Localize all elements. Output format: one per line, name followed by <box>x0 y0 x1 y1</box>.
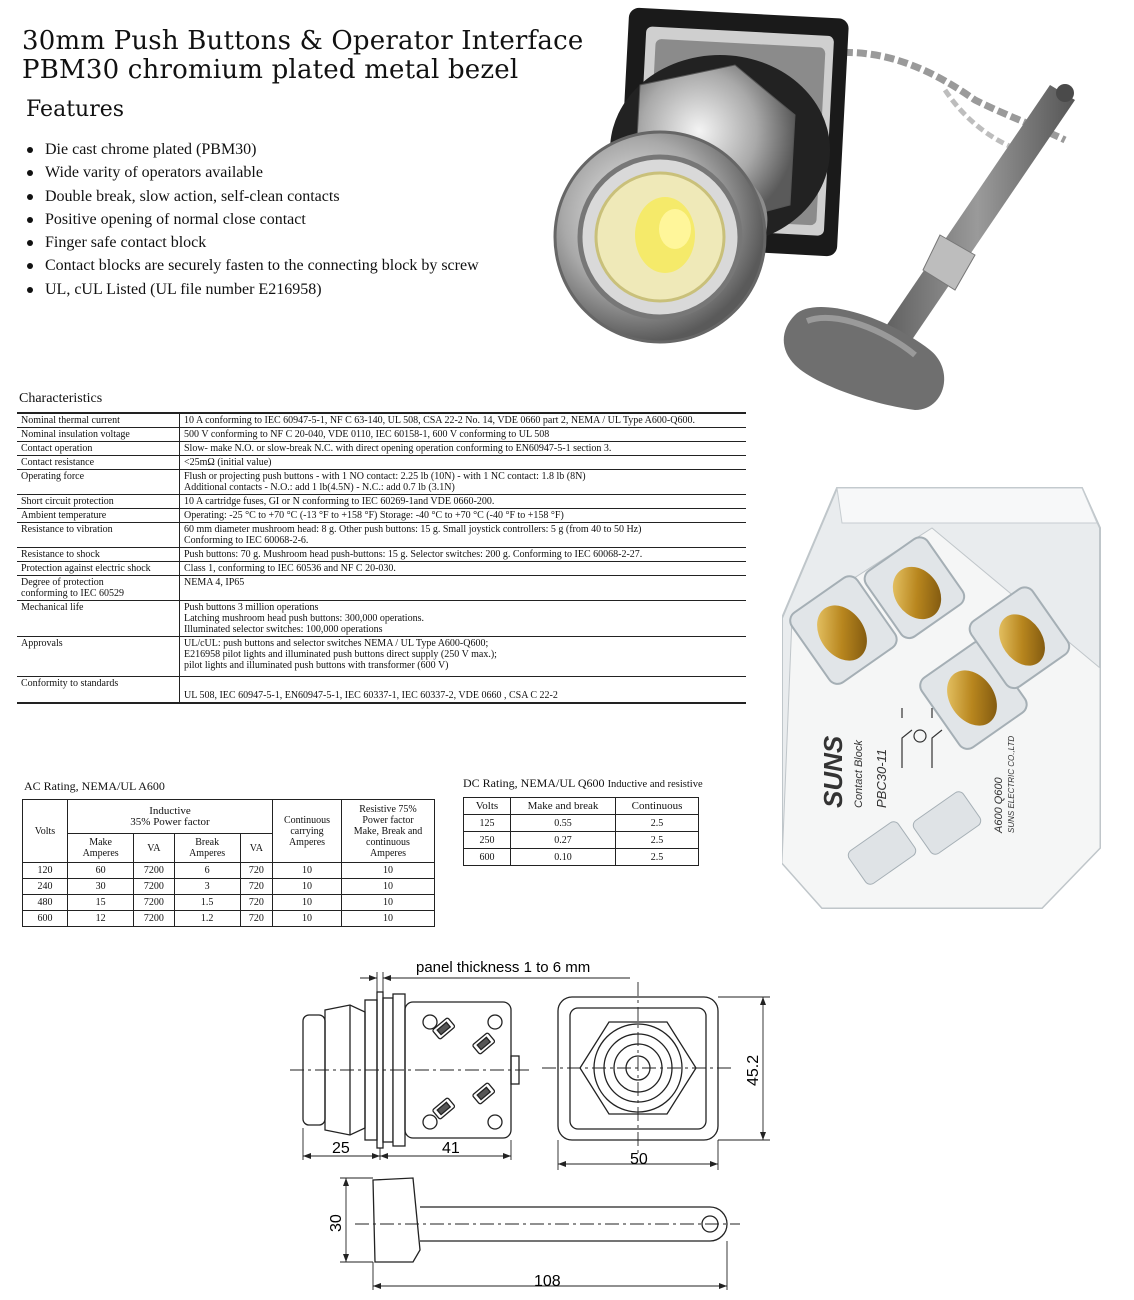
ac-rating-row <box>23 895 435 911</box>
ac-rating-cell: 10 <box>273 863 342 879</box>
dc-head-make-break: Make and break <box>511 798 616 815</box>
dc-head-continuous: Continuous <box>616 798 699 815</box>
characteristic-value: 10 A conforming to IEC 60947-5-1, NF C 63-140, UL 508, CSA 22-2 No. 14, VDE 0660 part 2, NEMA / UL Type A600-Q600. <box>180 413 747 428</box>
dc-rating-heading <box>463 776 703 791</box>
characteristic-value: NEMA 4, IP65 <box>180 576 747 601</box>
ac-rating-cell: 10 <box>273 895 342 911</box>
panel-thickness-label: panel thickness 1 to 6 mm <box>416 959 591 976</box>
ac-rating-cell: 10 <box>273 911 342 927</box>
characteristic-name: Conformity to standards <box>17 677 180 703</box>
contact-block-model: PBC30-11 <box>874 748 889 808</box>
characteristic-value: 60 mm diameter mushroom head: 8 g. Other push buttons: 15 g. Small joystick controllers: 5 g (from 40 to 50 Hz) Conforming to IEC 60068-2-6. <box>180 523 747 548</box>
ac-rating-cell: 30 <box>68 879 134 895</box>
contact-block-name: Contact Block <box>853 740 865 808</box>
characteristics-row <box>17 509 746 523</box>
feature-item: Die cast chrome plated (PBM30) <box>26 139 479 162</box>
ac-sub-va: VA <box>240 834 272 863</box>
characteristic-name: Nominal insulation voltage <box>17 428 180 442</box>
characteristic-name: Ambient temperature <box>17 509 180 523</box>
ac-rating-cell: 1.5 <box>174 895 240 911</box>
ac-sub-break: Break Amperes <box>174 834 240 863</box>
dc-rating-row <box>464 815 699 832</box>
contact-block-maker: SUNS ELECTRIC CO.,LTD <box>1007 735 1016 833</box>
dimension-label: 108 <box>534 1273 561 1290</box>
characteristics-row <box>17 470 746 495</box>
dc-rating-cell: 125 <box>464 815 511 832</box>
characteristic-name: Mechanical life <box>17 601 180 637</box>
ac-rating-cell: 720 <box>240 911 272 927</box>
characteristic-name: Nominal thermal current <box>17 413 180 428</box>
characteristic-value: Operating: -25 °C to +70 °C (-13 °F to +158 °F) Storage: -40 °C to +70 °C (-40 °F to +158 °F) <box>180 509 747 523</box>
characteristics-heading: Characteristics <box>19 391 103 406</box>
feature-item: Contact blocks are securely fasten to the connecting block by screw <box>26 255 479 278</box>
ac-rating-heading: AC Rating, NEMA/UL A600 <box>24 779 165 793</box>
dimension-label: 50 <box>630 1151 648 1168</box>
feature-item: Finger safe contact block <box>26 232 479 255</box>
ac-head-continuous: Continuous carrying Amperes <box>273 800 342 863</box>
dc-head-volts: Volts <box>464 798 511 815</box>
characteristic-name: Degree of protection conforming to IEC 60529 <box>17 576 180 601</box>
dc-rating-cell: 2.5 <box>616 849 699 866</box>
contact-block-rating: A600 Q600 <box>993 777 1005 833</box>
characteristics-table <box>17 412 746 704</box>
characteristic-value: UL 508, IEC 60947-5-1, EN60947-5-1, IEC 60337-1, IEC 60337-2, VDE 0660 , CSA C 22-2 <box>180 677 747 703</box>
ac-rating-cell: 10 <box>342 911 435 927</box>
push-button-product-photo <box>545 5 1105 415</box>
dc-rating-suffix: Inductive and resistive <box>607 779 703 790</box>
characteristics-row <box>17 562 746 576</box>
ac-rating-cell: 120 <box>23 863 68 879</box>
characteristic-value: 10 A cartridge fuses, GI or N conforming to IEC 60269-1and VDE 0660-200. <box>180 495 747 509</box>
ac-rating-cell: 7200 <box>134 879 174 895</box>
characteristics-row <box>17 637 746 677</box>
dimension-label: 41 <box>442 1140 460 1157</box>
characteristic-name: Short circuit protection <box>17 495 180 509</box>
ac-head-inductive: Inductive 35% Power factor <box>68 800 273 834</box>
features-list <box>26 139 479 302</box>
ac-rating-cell: 10 <box>342 879 435 895</box>
characteristics-row <box>17 576 746 601</box>
ac-rating-cell: 7200 <box>134 863 174 879</box>
features-heading: Features <box>26 97 125 122</box>
ac-sub-make: Make Amperes <box>68 834 134 863</box>
ac-rating-cell: 480 <box>23 895 68 911</box>
ac-rating-cell: 3 <box>174 879 240 895</box>
ac-rating-cell: 10 <box>342 863 435 879</box>
ac-rating-cell: 720 <box>240 863 272 879</box>
dimension-label: 30 <box>328 1214 345 1232</box>
characteristics-row <box>17 601 746 637</box>
feature-item: Double break, slow action, self-clean contacts <box>26 186 479 209</box>
ac-rating-cell: 10 <box>273 879 342 895</box>
characteristics-row <box>17 677 746 703</box>
ac-rating-cell: 10 <box>342 895 435 911</box>
dc-rating-title: DC Rating, NEMA/UL Q600 <box>463 776 605 790</box>
characteristic-name: Protection against electric shock <box>17 562 180 576</box>
dc-rating-cell: 250 <box>464 832 511 849</box>
ac-rating-cell: 6 <box>174 863 240 879</box>
characteristic-value: <25mΩ (initial value) <box>180 456 747 470</box>
dimension-label: 45.2 <box>745 1054 762 1086</box>
dc-rating-row <box>464 832 699 849</box>
characteristic-value: Flush or projecting push buttons - with 1 NO contact: 2.25 lb (10N) - with 1 NC contact: 1.8 lb (8N) Additional contacts - N.O.: add 1 lb(4.5N) - N.C.: add 0.7 lb (3.1N) <box>180 470 747 495</box>
dc-rating-cell: 0.55 <box>511 815 616 832</box>
characteristic-name: Approvals <box>17 637 180 677</box>
characteristic-value: Push buttons: 70 g. Mushroom head push-buttons: 15 g. Selector switches: 200 g. Conforming to IEC 60068-2-27. <box>180 548 747 562</box>
characteristic-value: Class 1, conforming to IEC 60536 and NF C 20-030. <box>180 562 747 576</box>
ac-rating-cell: 1.2 <box>174 911 240 927</box>
feature-item: UL, cUL Listed (UL file number E216958) <box>26 279 479 302</box>
dimension-label: 25 <box>332 1140 350 1157</box>
characteristics-row <box>17 523 746 548</box>
ac-head-resistive: Resistive 75% Power factor Make, Break and continuous Amperes <box>342 800 435 863</box>
feature-item: Wide varity of operators available <box>26 162 479 185</box>
contact-block-brand: SUNS <box>818 735 848 808</box>
ac-rating-cell: 7200 <box>134 911 174 927</box>
dc-rating-cell: 2.5 <box>616 815 699 832</box>
dc-rating-row <box>464 849 699 866</box>
characteristics-row <box>17 428 746 442</box>
ac-sub-va: VA <box>134 834 174 863</box>
ac-rating-cell: 600 <box>23 911 68 927</box>
characteristic-value: 500 V conforming to NF C 20-040, VDE 0110, IEC 60158-1, 600 V conforming to UL 508 <box>180 428 747 442</box>
characteristic-name: Resistance to vibration <box>17 523 180 548</box>
ac-head-volts: Volts <box>23 800 68 863</box>
dc-rating-cell: 0.27 <box>511 832 616 849</box>
characteristics-row <box>17 456 746 470</box>
characteristics-row <box>17 495 746 509</box>
ac-rating-cell: 720 <box>240 895 272 911</box>
ac-rating-row <box>23 863 435 879</box>
characteristic-name: Contact resistance <box>17 456 180 470</box>
ac-rating-cell: 240 <box>23 879 68 895</box>
ac-rating-cell: 15 <box>68 895 134 911</box>
characteristic-value: UL/cUL: push buttons and selector switches NEMA / UL Type A600-Q600; E216958 pilot lights and illuminated push buttons direct supply (250 V max.); pilot lights and illuminated push buttons with transformer (600 V) <box>180 637 747 677</box>
characteristic-value: Push buttons 3 million operations Latching mushroom head push buttons: 300,000 operations. Illuminated selector switches: 100,000 operations <box>180 601 747 637</box>
dc-rating-cell: 0.10 <box>511 849 616 866</box>
characteristic-name: Resistance to shock <box>17 548 180 562</box>
ac-rating-cell: 60 <box>68 863 134 879</box>
characteristic-name: Contact operation <box>17 442 180 456</box>
characteristic-name: Operating force <box>17 470 180 495</box>
ac-rating-table <box>22 799 435 927</box>
characteristics-row <box>17 413 746 428</box>
ac-rating-cell: 7200 <box>134 895 174 911</box>
characteristics-row <box>17 442 746 456</box>
page-title: 30mm Push Buttons & Operator Interface <box>22 26 584 56</box>
page-subtitle: PBM30 chromium plated metal bezel <box>22 55 519 85</box>
dc-rating-table <box>463 797 699 866</box>
contact-block-product-photo <box>782 468 1102 916</box>
characteristics-row <box>17 548 746 562</box>
feature-item: Positive opening of normal close contact <box>26 209 479 232</box>
ac-rating-cell: 12 <box>68 911 134 927</box>
dc-rating-cell: 600 <box>464 849 511 866</box>
ac-rating-cell: 720 <box>240 879 272 895</box>
dimension-drawing <box>280 950 800 1295</box>
ac-rating-row <box>23 879 435 895</box>
characteristic-value: Slow- make N.O. or slow-break N.C. with direct opening operation conforming to EN60947-5-1 section 3. <box>180 442 747 456</box>
ac-rating-row <box>23 911 435 927</box>
dc-rating-cell: 2.5 <box>616 832 699 849</box>
